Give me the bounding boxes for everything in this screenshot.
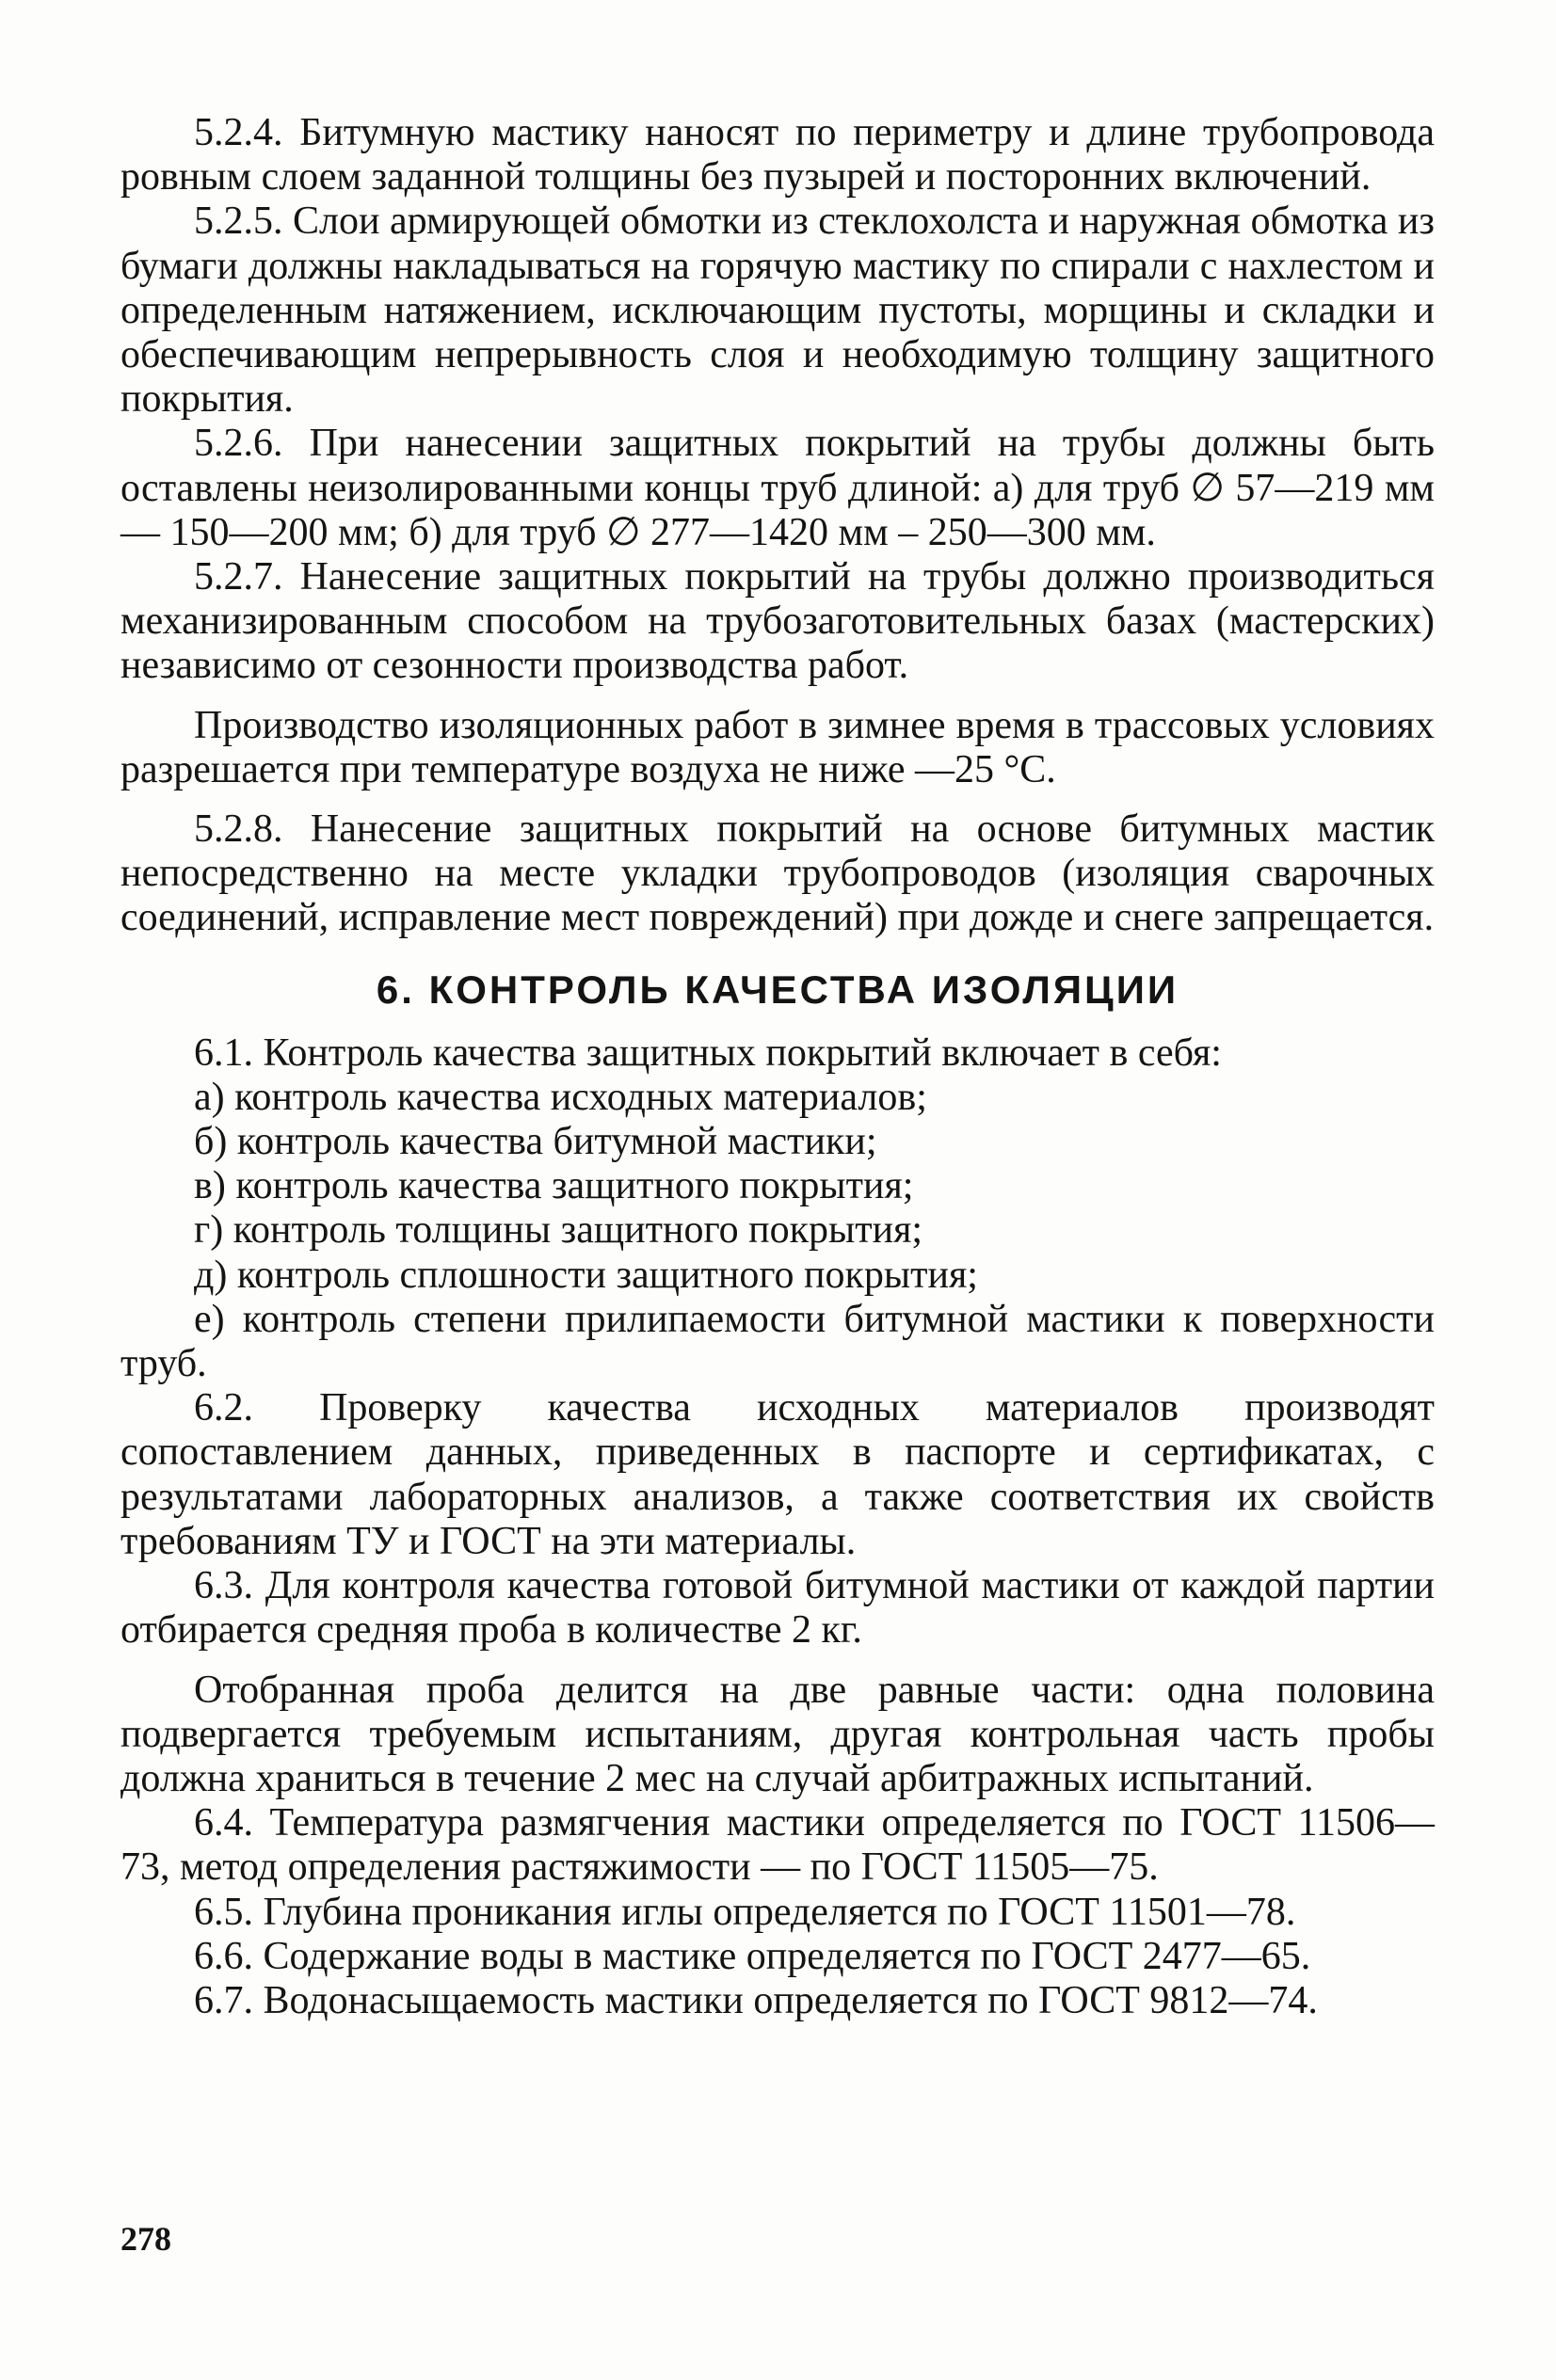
paragraph-6-1: 6.1. Контроль качества защитных покрытий включает в себя:: [194, 1030, 1222, 1075]
paragraph-6-3: 6.3. Для контроля качества готовой битумной мастики от каждой партии отбирается средняя проба в количестве 2 кг.: [120, 1564, 1435, 1653]
paragraph-sample-split: Отобранная проба делится на две равные части: одна половина подвергается требуемым испытаниям, другая контрольная часть пробы должна храниться в течение 2 мес на случай арбитражных испытаний.: [120, 1668, 1435, 1800]
paragraph-5-2-6: 5.2.6. При нанесении защитных покрытий на трубы должны быть оставлены неизолированными концы труб длиной: а) для труб ∅ 57—219 мм — 150—200 мм; б) для труб ∅ 277—1420 мм – 250—300 мм.: [120, 422, 1435, 554]
list-item: в) контроль качества защитного покрытия;: [194, 1164, 914, 1208]
list-item: е) контроль степени прилипаемости битумной мастики к поверхности труб.: [120, 1297, 1435, 1386]
paragraph-5-2-5: 5.2.5. Слои армирующей обмотки из стеклохолста и наружная обмотка из бумаги должны накладываться на горячую мастику по спирали с нахлестом и определенным натяжением, исключающим пустоты, морщины и складки и обеспечивающим непрерывность слоя и необходимую толщину защитного покрытия.: [120, 200, 1435, 422]
paragraph-6-7: 6.7. Водонасыщаемость мастики определяется по ГОСТ 9812—74.: [194, 1978, 1318, 2022]
paragraph-5-2-4: 5.2.4. Битумную мастику наносят по периметру и длине трубопровода ровным слоем заданной толщины без пузырей и посторонних включений.: [120, 111, 1435, 200]
paragraph-6-4: 6.4. Температура размягчения мастики определяется по ГОСТ 11506—73, метод определения растяжимости — по ГОСТ 11505—75.: [120, 1801, 1435, 1890]
paragraph-6-2: 6.2. Проверку качества исходных материалов производят сопоставлением данных, приведенных в паспорте и сертификатах, с результатами лабораторных анализов, а также соответствия их свойств требованиям ТУ и ГОСТ на эти материалы.: [120, 1386, 1435, 1563]
page-body: [120, 111, 1435, 2023]
page-number: 278: [120, 2220, 171, 2258]
paragraph-winter-work: Производство изоляционных работ в зимнее время в трассовых условиях разрешается при температуре воздуха не ниже —25 °С.: [120, 703, 1435, 791]
paragraph-5-2-7: 5.2.7. Нанесение защитных покрытий на трубы должно производиться механизированным способом на трубозаготовительных базах (мастерских) независимо от сезонности производства работ.: [120, 555, 1435, 688]
paragraph-6-6: 6.6. Содержание воды в мастике определяется по ГОСТ 2477—65.: [194, 1934, 1311, 1978]
list-item: а) контроль качества исходных материалов;: [194, 1075, 927, 1119]
section-heading: 6. КОНТРОЛЬ КАЧЕСТВА ИЗОЛЯЦИИ: [376, 966, 1179, 1012]
paragraph-6-5: 6.5. Глубина проникания иглы определяется по ГОСТ 11501—78.: [194, 1890, 1296, 1934]
list-item: г) контроль толщины защитного покрытия;: [194, 1208, 923, 1253]
list-item: б) контроль качества битумной мастики;: [194, 1120, 877, 1164]
list-item: д) контроль сплошности защитного покрытия;: [194, 1253, 978, 1297]
paragraph-5-2-8: 5.2.8. Нанесение защитных покрытий на основе битумных мастик непосредственно на месте укладки трубопроводов (изоляция сварочных соединений, исправление мест повреждений) при дожде и снеге запрещается.: [120, 807, 1435, 940]
